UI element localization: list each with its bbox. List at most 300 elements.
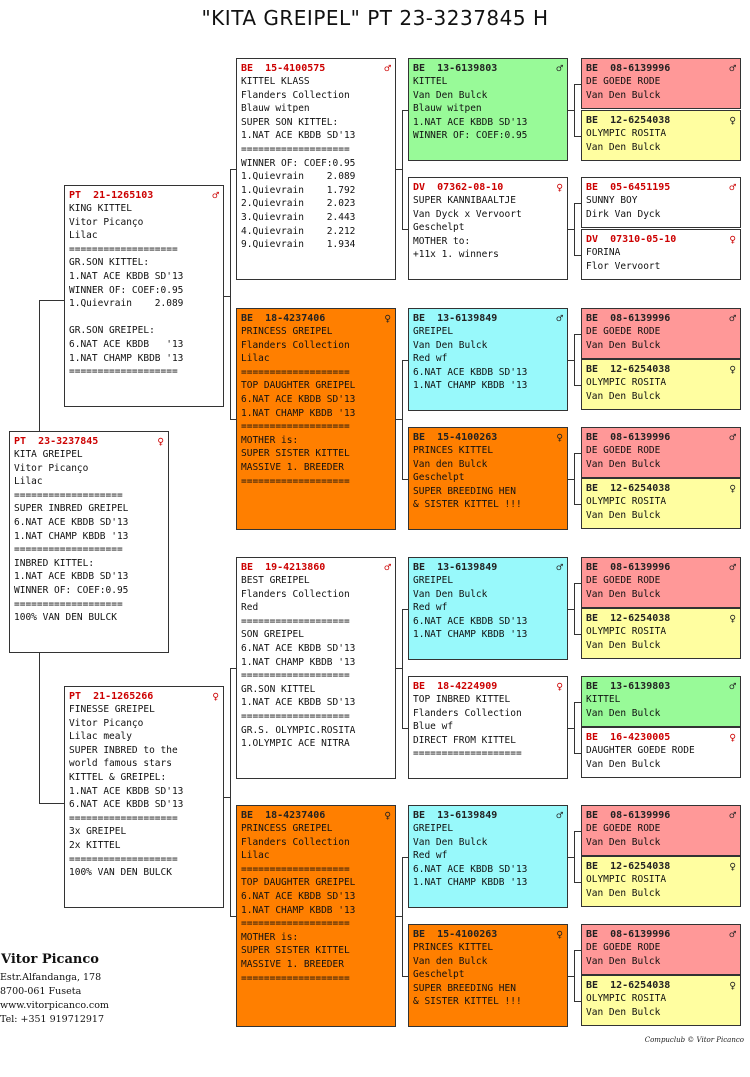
card-line: 1.NAT ACE KBDB SD'13 — [14, 571, 129, 583]
connector-line — [574, 504, 581, 505]
pigeon-name: SUNNY BOY — [586, 195, 638, 206]
ring-number: BE 15-4100575 — [241, 63, 326, 74]
pigeon-card-ddd[interactable] — [408, 924, 568, 1027]
pigeon-card-dsd[interactable] — [408, 676, 568, 779]
connector-line — [402, 609, 403, 729]
card-line: SON GREIPEL — [241, 629, 304, 641]
card-line: world famous stars — [69, 758, 172, 770]
connector-line — [574, 203, 575, 256]
female-symbol-icon: ♀ — [556, 680, 563, 693]
card-line: 4.Quievrain 2.212 — [241, 225, 356, 237]
card-line: Geschelpt — [413, 222, 465, 234]
pigeon-name: KING KITTEL — [69, 203, 132, 214]
card-line: Van Den Bulck — [586, 707, 661, 719]
card-header — [586, 431, 736, 444]
card-line: Flor Vervoort — [586, 260, 661, 272]
pigeon-name: OLYMPIC ROSITA — [586, 496, 667, 507]
card-line: Van Den Bulck — [586, 758, 661, 770]
card-header — [586, 860, 736, 873]
pigeon-name: PRINCES KITTEL — [413, 942, 494, 953]
card-header — [14, 435, 164, 448]
pigeon-name: PRINCESS GREIPEL — [241, 326, 333, 337]
connector-line — [574, 203, 581, 204]
pigeon-card-g14[interactable] — [581, 856, 741, 907]
pigeon-name: FORINA — [586, 247, 621, 258]
ring-number: BE 13-6139803 — [413, 63, 498, 74]
card-line: 6.NAT ACE KBDB SD'13 — [241, 890, 356, 902]
card-line: Blauw witpen — [413, 103, 482, 115]
card-line: 6.NAT ACE KBDB SD'13 — [14, 516, 129, 528]
card-line: 1.Quievrain 2.089 — [241, 171, 356, 183]
card-line: WINNER OF: COEF:0.95 — [14, 584, 129, 596]
connector-line — [574, 136, 581, 137]
breeder-website[interactable]: www.vitorpicanco.com — [0, 1000, 109, 1011]
pigeon-name: BEST GREIPEL — [241, 575, 310, 586]
pigeon-name: OLYMPIC ROSITA — [586, 993, 667, 1004]
pigeon-card-g10[interactable] — [581, 608, 741, 659]
pigeon-name: TOP INBRED KITTEL — [413, 694, 511, 705]
card-line: Lilac — [69, 230, 98, 242]
pigeon-card-g7[interactable] — [581, 427, 741, 478]
pigeon-card-g3[interactable] — [581, 177, 741, 228]
female-symbol-icon: ♀ — [556, 928, 563, 941]
pigeon-name: OLYMPIC ROSITA — [586, 626, 667, 637]
pigeon-card-sd[interactable] — [236, 308, 396, 530]
card-header — [69, 690, 219, 703]
ring-number: BE 12-6254038 — [586, 980, 671, 991]
card-line: 6.NAT ACE KBDB SD'13 — [413, 615, 528, 627]
connector-line — [574, 702, 581, 703]
card-line: =================== — [241, 972, 350, 984]
card-line: 9.Quievrain 1.934 — [241, 239, 356, 251]
card-line: =================== — [14, 598, 123, 610]
ring-number: BE 08-6139996 — [586, 432, 671, 443]
connector-line — [574, 453, 581, 454]
connector-line — [574, 255, 581, 256]
card-line: KITTEL & GREIPEL: — [69, 771, 167, 783]
connector-line — [402, 857, 403, 977]
card-line: Flanders Collection — [241, 339, 350, 351]
pigeon-card-g16[interactable] — [581, 975, 741, 1026]
ring-number: BE 12-6254038 — [586, 861, 671, 872]
card-line: 1.NAT ACE KBDB SD'13 — [241, 697, 356, 709]
pigeon-name: KITTEL — [413, 76, 448, 87]
card-line: GR.SON KITTEL: — [69, 257, 150, 269]
ring-number: BE 13-6139849 — [413, 313, 498, 324]
card-line: GR.SON GREIPEL: — [69, 325, 155, 337]
ring-number: BE 18-4237406 — [241, 810, 326, 821]
card-line: MASSIVE 1. BREEDER — [241, 461, 344, 473]
card-line: MOTHER is: — [241, 931, 299, 943]
card-line: Van Den Bulck — [586, 955, 661, 967]
male-symbol-icon: ♂ — [384, 62, 391, 75]
ring-number: BE 08-6139996 — [586, 562, 671, 573]
card-line: 6.NAT ACE KBDB SD'13 — [241, 642, 356, 654]
ring-number: BE 08-6139996 — [586, 810, 671, 821]
card-line: Blue wf — [413, 721, 454, 733]
pigeon-card-dss[interactable] — [408, 557, 568, 660]
female-symbol-icon: ♀ — [729, 482, 736, 495]
pigeon-name: GREIPEL — [413, 326, 454, 337]
card-line: =================== — [241, 475, 350, 487]
ring-number: BE 13-6139803 — [586, 681, 671, 692]
card-header — [413, 431, 563, 444]
pigeon-name: SUPER KANNIBAALTJE — [413, 195, 516, 206]
pigeon-card-dd[interactable] — [236, 805, 396, 1027]
ring-number: BE 12-6254038 — [586, 115, 671, 126]
pigeon-card-g4[interactable] — [581, 229, 741, 280]
pigeon-card-subject[interactable] — [9, 431, 169, 653]
card-line: 1.NAT CHAMP KBDB '13 — [413, 380, 528, 392]
card-line: =================== — [241, 918, 350, 930]
connector-line — [574, 950, 581, 951]
ring-number: PT 21-1265103 — [69, 190, 154, 201]
ring-number: BE 18-4237406 — [241, 313, 326, 324]
pigeon-card-dds[interactable] — [408, 805, 568, 908]
breeder-address: Estr.Alfandanga, 178 — [0, 972, 102, 983]
pigeon-name: KITTEL — [586, 694, 621, 705]
female-symbol-icon: ♀ — [729, 860, 736, 873]
connector-line — [574, 453, 575, 505]
connector-line — [402, 110, 403, 230]
female-symbol-icon: ♀ — [556, 431, 563, 444]
card-header — [586, 561, 736, 574]
pigeon-card-sdd[interactable] — [408, 427, 568, 530]
card-line: 3.Quievrain 2.443 — [241, 211, 356, 223]
card-line: 1.Quievrain 2.089 — [69, 298, 184, 310]
card-header — [586, 482, 736, 495]
male-symbol-icon: ♂ — [384, 561, 391, 574]
card-line: =================== — [241, 670, 350, 682]
pigeon-name: GREIPEL — [413, 575, 454, 586]
card-line: TOP DAUGHTER GREIPEL — [241, 380, 356, 392]
connector-line — [574, 950, 575, 1002]
connector-line — [574, 84, 581, 85]
pigeon-name: DE GOEDE RODE — [586, 445, 661, 456]
ring-number: BE 12-6254038 — [586, 613, 671, 624]
card-line: 1.NAT CHAMP KBDB '13 — [241, 904, 356, 916]
card-line: Van Den Bulck — [413, 588, 488, 600]
female-symbol-icon: ♀ — [729, 233, 736, 246]
female-symbol-icon: ♀ — [729, 114, 736, 127]
card-line: 2.Quievrain 2.023 — [241, 198, 356, 210]
pigeon-name: DE GOEDE RODE — [586, 575, 661, 586]
card-line: SUPER SISTER KITTEL — [241, 448, 350, 460]
card-line: Van den Bulck — [413, 458, 488, 470]
card-line: =================== — [14, 544, 123, 556]
card-line: 1.NAT ACE KBDB SD'13 — [241, 130, 356, 142]
female-symbol-icon: ♀ — [212, 690, 219, 703]
card-header — [586, 312, 736, 325]
card-line: =================== — [241, 421, 350, 433]
breeder-postal: 8700-061 Fuseta — [0, 986, 82, 997]
card-line: =================== — [241, 366, 350, 378]
pigeon-card-g2[interactable] — [581, 110, 741, 161]
connector-line — [574, 702, 575, 754]
pigeon-card-ssd[interactable] — [408, 177, 568, 280]
pigeon-card-g8[interactable] — [581, 478, 741, 529]
connector-line — [39, 300, 40, 431]
connector-line — [574, 1001, 581, 1002]
card-line: Vitor Picanço — [69, 216, 144, 228]
card-line: =================== — [69, 366, 178, 378]
connector-line — [574, 831, 575, 883]
male-symbol-icon: ♂ — [556, 312, 563, 325]
card-line: & SISTER KITTEL !!! — [413, 996, 522, 1008]
ring-number: BE 12-6254038 — [586, 364, 671, 375]
card-line: Flanders Collection — [413, 707, 522, 719]
card-line: GR.S. OLYMPIC.ROSITA — [241, 724, 356, 736]
card-line: Van Den Bulck — [586, 390, 661, 402]
pigeon-name: DE GOEDE RODE — [586, 942, 661, 953]
card-line: Van Den Bulck — [586, 836, 661, 848]
card-line: MASSIVE 1. BREEDER — [241, 958, 344, 970]
card-line: GR.SON KITTEL — [241, 683, 316, 695]
card-header — [241, 62, 391, 75]
card-header — [413, 312, 563, 325]
card-line: Vitor Picanço — [69, 717, 144, 729]
pigeon-card-g9[interactable] — [581, 557, 741, 608]
card-line: SUPER BREEDING HEN — [413, 485, 516, 497]
card-line: SUPER SISTER KITTEL — [241, 945, 350, 957]
male-symbol-icon: ♂ — [729, 561, 736, 574]
connector-line — [574, 831, 581, 832]
card-line: Van Den Bulck — [586, 509, 661, 521]
pigeon-card-sire[interactable] — [64, 185, 224, 407]
connector-line — [39, 653, 40, 803]
card-header — [586, 680, 736, 693]
card-line: Flanders Collection — [241, 588, 350, 600]
pigeon-card-g15[interactable] — [581, 924, 741, 975]
male-symbol-icon: ♂ — [729, 928, 736, 941]
pigeon-card-g5[interactable] — [581, 308, 741, 359]
male-symbol-icon: ♂ — [556, 561, 563, 574]
copyright-note: Compuclub © Vitor Picanco — [644, 1036, 744, 1044]
ring-number: PT 23-3237845 — [14, 436, 99, 447]
pigeon-name: KITTEL KLASS — [241, 76, 310, 87]
card-line: =================== — [14, 489, 123, 501]
card-header — [586, 62, 736, 75]
card-header — [586, 181, 736, 194]
card-line: Van Den Bulck — [586, 887, 661, 899]
pigeon-name: GREIPEL — [413, 823, 454, 834]
card-line: Van Den Bulck — [413, 836, 488, 848]
card-line: 1.NAT ACE KBDB SD'13 — [69, 785, 184, 797]
breeder-info — [0, 952, 240, 1027]
card-line: 6.NAT ACE KBDB SD'13 — [413, 863, 528, 875]
pigeon-card-sss[interactable] — [408, 58, 568, 161]
breeder-name: Vitor Picanco — [1, 952, 99, 967]
card-header — [241, 312, 391, 325]
ring-number: BE 19-4213860 — [241, 562, 326, 573]
card-line: 1.NAT CHAMP KBDB '13 — [241, 407, 356, 419]
card-line: 6.NAT ACE KBDB SD'13 — [241, 393, 356, 405]
card-line: Van Den Bulck — [413, 339, 488, 351]
card-header — [69, 189, 219, 202]
card-line: =================== — [69, 243, 178, 255]
card-line: Van Den Bulck — [586, 458, 661, 470]
card-header — [241, 561, 391, 574]
ring-number: BE 15-4100263 — [413, 929, 498, 940]
card-line: MOTHER is: — [241, 434, 299, 446]
card-line: Blauw witpen — [241, 103, 310, 115]
card-header — [413, 680, 563, 693]
card-line: Van den Bulck — [413, 955, 488, 967]
connector-line — [574, 385, 581, 386]
page-title: "KITA GREIPEL" PT 23-3237845 H — [201, 6, 549, 30]
card-line: Flanders Collection — [241, 836, 350, 848]
connector-line — [574, 84, 575, 137]
pigeon-name: DE GOEDE RODE — [586, 823, 661, 834]
card-header — [586, 363, 736, 376]
ring-number: BE 13-6139849 — [413, 810, 498, 821]
connector-line — [39, 300, 64, 301]
male-symbol-icon: ♂ — [212, 189, 219, 202]
male-symbol-icon: ♂ — [729, 680, 736, 693]
ring-number: DV 07362-08-10 — [413, 182, 504, 193]
card-line: Geschelpt — [413, 472, 465, 484]
card-line: Red wf — [413, 850, 448, 862]
card-header — [586, 979, 736, 992]
connector-line — [574, 882, 581, 883]
card-line: Geschelpt — [413, 969, 465, 981]
female-symbol-icon: ♀ — [729, 363, 736, 376]
card-line: 1.NAT CHAMP KBDB '13 — [413, 877, 528, 889]
card-line: 100% VAN DEN BULCK — [14, 612, 117, 624]
card-line: 6.NAT ACE KBDB SD'13 — [69, 799, 184, 811]
card-line: WINNER OF: COEF:0.95 — [413, 130, 528, 142]
card-line: SUPER BREEDING HEN — [413, 982, 516, 994]
card-line: 6.NAT ACE KBDB SD'13 — [413, 366, 528, 378]
card-header — [413, 561, 563, 574]
card-line: 6.NAT ACE KBDB '13 — [69, 338, 184, 350]
pigeon-name: OLYMPIC ROSITA — [586, 874, 667, 885]
pigeon-card-ss[interactable] — [236, 58, 396, 280]
card-line: 1.NAT ACE KBDB SD'13 — [69, 270, 184, 282]
card-line: +11x 1. winners — [413, 249, 499, 261]
pigeon-card-ds[interactable] — [236, 557, 396, 779]
ring-number: BE 12-6254038 — [586, 483, 671, 494]
card-line: INBRED KITTEL: — [14, 557, 95, 569]
connector-line — [230, 668, 231, 917]
male-symbol-icon: ♂ — [729, 809, 736, 822]
ring-number: BE 05-6451195 — [586, 182, 671, 193]
card-line — [69, 311, 219, 325]
card-line: 100% VAN DEN BULCK — [69, 867, 172, 879]
pigeon-name: DE GOEDE RODE — [586, 76, 661, 87]
female-symbol-icon: ♀ — [157, 435, 164, 448]
female-symbol-icon: ♀ — [729, 731, 736, 744]
male-symbol-icon: ♂ — [729, 62, 736, 75]
connector-line — [230, 169, 231, 420]
male-symbol-icon: ♂ — [729, 181, 736, 194]
card-header — [241, 809, 391, 822]
card-header — [586, 612, 736, 625]
pigeon-name: KITA GREIPEL — [14, 449, 83, 460]
connector-line — [574, 334, 575, 386]
card-line: 1.Quievrain 1.792 — [241, 184, 356, 196]
card-line: 1.NAT CHAMP KBDB '13 — [413, 629, 528, 641]
connector-line — [574, 583, 575, 635]
female-symbol-icon: ♀ — [384, 809, 391, 822]
connector-line — [574, 634, 581, 635]
card-line: TOP DAUGHTER GREIPEL — [241, 877, 356, 889]
card-line: Dirk Van Dyck — [586, 208, 661, 220]
card-line: Van Den Bulck — [586, 339, 661, 351]
card-line: SUPER INBRED to the — [69, 744, 178, 756]
card-header — [413, 181, 563, 194]
card-line: 1.OLYMPIC ACE NITRA — [241, 738, 350, 750]
card-header — [586, 233, 736, 246]
card-header — [413, 809, 563, 822]
card-line: Lilac — [14, 476, 43, 488]
card-line: WINNER OF: COEF:0.95 — [241, 157, 356, 169]
card-line: Flanders Collection — [241, 89, 350, 101]
pigeon-card-g13[interactable] — [581, 805, 741, 856]
card-line: Van Dyck x Vervoort — [413, 208, 522, 220]
pigeon-card-dam[interactable] — [64, 686, 224, 908]
card-line: Van Den Bulck — [586, 639, 661, 651]
pigeon-name: PRINCESS GREIPEL — [241, 823, 333, 834]
card-line: DIRECT FROM KITTEL — [413, 734, 516, 746]
connector-line — [402, 360, 403, 480]
card-line: 1.NAT CHAMP KBDB '13 — [241, 656, 356, 668]
card-line: 2x KITTEL — [69, 839, 121, 851]
card-line: =================== — [69, 812, 178, 824]
pigeon-card-g6[interactable] — [581, 359, 741, 410]
pigeon-name: FINESSE GREIPEL — [69, 704, 155, 715]
male-symbol-icon: ♂ — [729, 312, 736, 325]
card-header — [586, 928, 736, 941]
card-line: 3x GREIPEL — [69, 826, 127, 838]
connector-line — [574, 583, 581, 584]
card-line: Red — [241, 602, 259, 614]
card-line: WINNER OF: COEF:0.95 — [69, 284, 184, 296]
card-header — [586, 731, 736, 744]
card-line: 1.NAT CHAMP KBDB '13 — [69, 352, 184, 364]
ring-number: BE 08-6139996 — [586, 63, 671, 74]
pigeon-card-sds[interactable] — [408, 308, 568, 411]
ring-number: DV 07310-05-10 — [586, 234, 677, 245]
card-line: =================== — [241, 143, 350, 155]
card-line: 1.NAT CHAMP KBDB '13 — [14, 530, 129, 542]
connector-line — [574, 753, 581, 754]
ring-number: BE 15-4100263 — [413, 432, 498, 443]
card-line: =================== — [241, 863, 350, 875]
card-line: MOTHER to: — [413, 235, 471, 247]
card-line: & SISTER KITTEL !!! — [413, 499, 522, 511]
card-header — [413, 62, 563, 75]
female-symbol-icon: ♀ — [384, 312, 391, 325]
card-line: SUPER INBRED GREIPEL — [14, 503, 129, 515]
pigeon-name: DAUGHTER GOEDE RODE — [586, 745, 695, 756]
pigeon-name: OLYMPIC ROSITA — [586, 128, 667, 139]
male-symbol-icon: ♂ — [556, 62, 563, 75]
male-symbol-icon: ♂ — [556, 809, 563, 822]
pigeon-card-g12[interactable] — [581, 727, 741, 778]
card-line: Lilac mealy — [69, 731, 132, 743]
card-line: Vitor Picanço — [14, 462, 89, 474]
female-symbol-icon: ♀ — [729, 612, 736, 625]
ring-number: BE 18-4224909 — [413, 681, 498, 692]
pigeon-card-g1[interactable] — [581, 58, 741, 109]
card-line: Van Den Bulck — [586, 89, 661, 101]
card-line: Red wf — [413, 353, 448, 365]
card-line: SUPER SON KITTEL: — [241, 116, 339, 128]
pigeon-name: DE GOEDE RODE — [586, 326, 661, 337]
card-header — [586, 114, 736, 127]
pigeon-card-g11[interactable] — [581, 676, 741, 727]
